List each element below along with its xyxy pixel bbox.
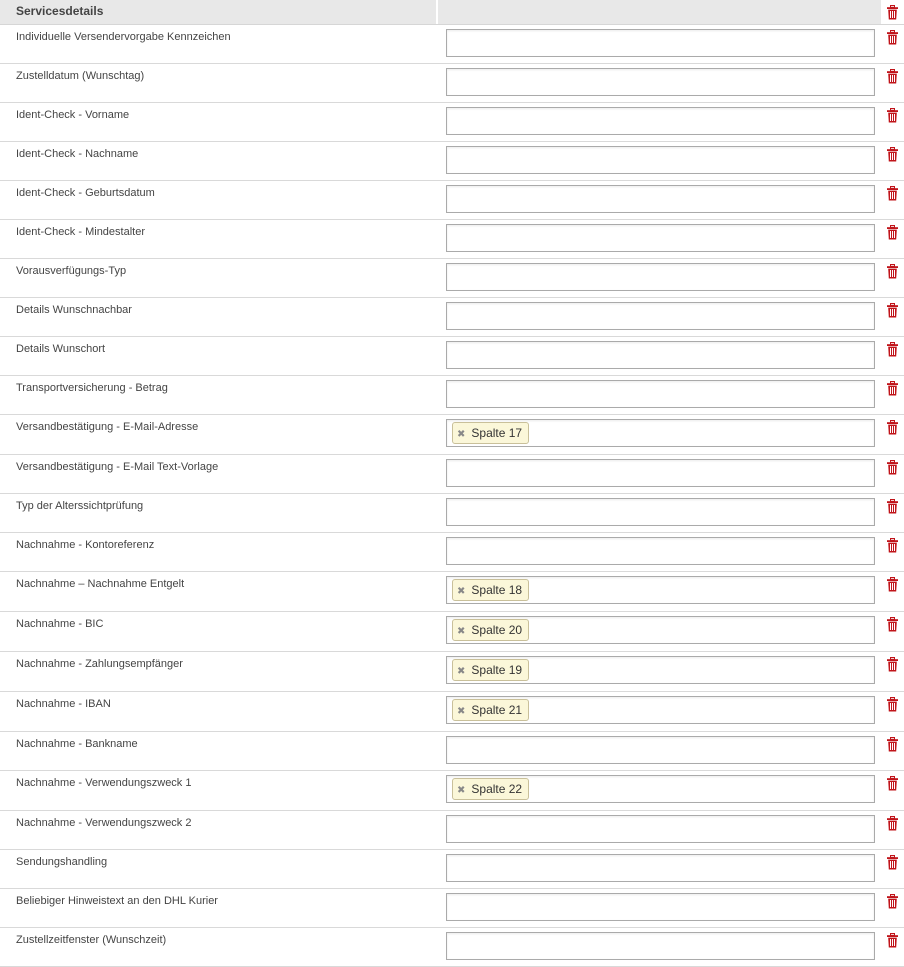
row-label: Nachnahme - Verwendungszweck 2 <box>16 817 192 829</box>
column-tag <box>452 659 529 681</box>
mapping-field-20[interactable] <box>446 775 875 803</box>
mapping-field-6[interactable] <box>446 224 875 252</box>
row-value-cell <box>439 103 881 141</box>
table-row <box>0 732 904 771</box>
table-row <box>0 415 904 455</box>
remove-tag-icon[interactable]: ✖ <box>457 666 466 677</box>
remove-tag-icon[interactable]: ✖ <box>457 429 466 440</box>
table-row <box>0 612 904 652</box>
row-delete-button[interactable] <box>881 103 904 141</box>
row-value-cell <box>439 64 881 102</box>
header-value-cell <box>438 0 881 24</box>
trash-icon <box>887 381 898 396</box>
table-row <box>0 811 904 850</box>
row-label: Ident-Check - Geburtsdatum <box>16 187 155 199</box>
trash-icon <box>887 342 898 357</box>
column-tag <box>452 699 529 721</box>
row-label: Vorausverfügungs-Typ <box>16 265 127 277</box>
mapping-field-22[interactable] <box>446 854 875 882</box>
row-delete-button[interactable] <box>881 142 904 180</box>
trash-icon <box>887 499 898 514</box>
row-label: Zustelldatum (Wunschtag) <box>16 70 145 82</box>
column-tag <box>452 422 529 444</box>
table-row <box>0 494 904 533</box>
row-value-cell <box>439 337 881 375</box>
trash-icon <box>887 108 898 123</box>
mapping-field-2[interactable] <box>446 68 875 96</box>
trash-icon <box>887 894 898 909</box>
mapping-field-24[interactable] <box>446 932 875 960</box>
row-label: Sendungshandling <box>16 856 108 868</box>
column-tag-label: Spalte 17 <box>471 426 523 440</box>
row-delete-button[interactable] <box>881 25 904 63</box>
trash-icon <box>887 264 898 279</box>
row-delete-button[interactable] <box>881 850 904 888</box>
row-delete-button[interactable] <box>881 415 904 454</box>
trash-icon <box>887 538 898 553</box>
row-delete-button[interactable] <box>881 181 904 219</box>
table-row <box>0 889 904 928</box>
table-row <box>0 220 904 259</box>
table-row <box>0 850 904 889</box>
table-row <box>0 298 904 337</box>
row-label: Nachnahme - Zahlungsempfänger <box>16 658 183 670</box>
mapping-field-13[interactable] <box>446 498 875 526</box>
row-value-cell <box>439 259 881 297</box>
trash-icon <box>887 147 898 162</box>
table-row <box>0 142 904 181</box>
row-value-cell <box>439 928 881 966</box>
row-delete-button[interactable] <box>881 220 904 258</box>
mapping-field-15[interactable] <box>446 576 875 604</box>
column-tag <box>452 579 529 601</box>
trash-icon <box>887 225 898 240</box>
mapping-field-8[interactable] <box>446 302 875 330</box>
column-tag-label: Spalte 18 <box>471 583 523 597</box>
row-delete-button[interactable] <box>881 337 904 375</box>
trash-icon <box>887 816 898 831</box>
row-delete-button[interactable] <box>881 572 904 611</box>
row-label: Nachnahme – Nachnahme Entgelt <box>16 578 185 590</box>
trash-icon <box>887 69 898 84</box>
table-row <box>0 572 904 612</box>
table-row <box>0 928 904 967</box>
row-value-cell <box>439 181 881 219</box>
row-label: Nachnahme - Kontoreferenz <box>16 539 155 551</box>
row-label: Versandbestätigung - E-Mail Text-Vorlage <box>16 461 219 473</box>
trash-icon <box>887 303 898 318</box>
column-tag-label: Spalte 20 <box>471 623 523 637</box>
trash-icon <box>887 617 898 632</box>
row-label: Nachnahme - Bankname <box>16 738 138 750</box>
row-delete-button[interactable] <box>881 811 904 849</box>
column-tag <box>452 778 529 800</box>
table-row <box>0 64 904 103</box>
row-label: Details Wunschnachbar <box>16 304 132 316</box>
table-row <box>0 25 904 64</box>
trash-icon <box>887 30 898 45</box>
mapping-field-18[interactable] <box>446 696 875 724</box>
row-value-cell <box>439 732 881 770</box>
trash-icon <box>887 577 898 592</box>
column-tag-label: Spalte 19 <box>471 663 523 677</box>
section-title: Servicesdetails <box>0 0 438 24</box>
row-value-cell <box>439 850 881 888</box>
row-delete-button[interactable] <box>881 298 904 336</box>
row-label: Transportversicherung - Betrag <box>16 382 168 394</box>
row-value-cell <box>439 811 881 849</box>
row-value-cell <box>439 572 881 611</box>
trash-icon <box>887 697 898 712</box>
trash-icon <box>887 737 898 752</box>
mapping-field-3[interactable] <box>446 107 875 135</box>
row-delete-button[interactable] <box>881 64 904 102</box>
table-row <box>0 652 904 692</box>
mapping-field-11[interactable] <box>446 419 875 447</box>
mapping-field-4[interactable] <box>446 146 875 174</box>
row-value-cell <box>439 533 881 571</box>
table-row <box>0 376 904 415</box>
row-label: Beliebiger Hinweistext an den DHL Kurier <box>16 895 218 907</box>
table-row <box>0 771 904 811</box>
trash-icon <box>887 776 898 791</box>
row-delete-button[interactable] <box>881 494 904 532</box>
trash-icon <box>887 460 898 475</box>
row-label: Details Wunschort <box>16 343 106 355</box>
row-delete-button[interactable] <box>881 889 904 927</box>
header-delete-button[interactable] <box>881 0 904 24</box>
mapping-field-10[interactable] <box>446 380 875 408</box>
table-row <box>0 103 904 142</box>
row-label: Typ der Alterssichtprüfung <box>16 500 144 512</box>
table-row <box>0 337 904 376</box>
row-value-cell <box>439 494 881 532</box>
row-value-cell <box>439 771 881 810</box>
mapping-field-21[interactable] <box>446 815 875 843</box>
row-label: Individuelle Versendervorgabe Kennzeichen <box>16 31 231 43</box>
remove-tag-icon[interactable]: ✖ <box>457 785 466 796</box>
row-value-cell <box>439 415 881 454</box>
row-value-cell <box>439 376 881 414</box>
mapping-field-19[interactable] <box>446 736 875 764</box>
mapping-field-14[interactable] <box>446 537 875 565</box>
mapping-field-16[interactable] <box>446 616 875 644</box>
trash-icon <box>887 933 898 948</box>
mapping-field-1[interactable] <box>446 29 875 57</box>
table-row <box>0 259 904 298</box>
remove-tag-icon[interactable]: ✖ <box>457 626 466 637</box>
row-delete-button[interactable] <box>881 652 904 691</box>
row-delete-button[interactable] <box>881 533 904 571</box>
row-delete-button[interactable] <box>881 376 904 414</box>
column-tag <box>452 619 529 641</box>
row-delete-button[interactable] <box>881 455 904 493</box>
table-row <box>0 692 904 732</box>
column-tag-label: Spalte 21 <box>471 703 523 717</box>
mapping-field-23[interactable] <box>446 893 875 921</box>
row-delete-button[interactable] <box>881 259 904 297</box>
table-row <box>0 181 904 220</box>
remove-tag-icon[interactable]: ✖ <box>457 706 466 717</box>
table-row <box>0 455 904 494</box>
table-header <box>0 0 904 25</box>
row-label: Ident-Check - Vorname <box>16 109 130 121</box>
row-value-cell <box>439 220 881 258</box>
row-label: Ident-Check - Mindestalter <box>16 226 145 238</box>
row-delete-button[interactable] <box>881 771 904 810</box>
row-label: Nachnahme - Verwendungszweck 1 <box>16 777 192 789</box>
mapping-field-17[interactable] <box>446 656 875 684</box>
mapping-field-7[interactable] <box>446 263 875 291</box>
row-value-cell <box>439 692 881 731</box>
column-tag-label: Spalte 22 <box>471 782 523 796</box>
row-value-cell <box>439 25 881 63</box>
remove-tag-icon[interactable]: ✖ <box>457 586 466 597</box>
trash-icon <box>887 420 898 435</box>
trash-icon <box>887 186 898 201</box>
row-label: Nachnahme - BIC <box>16 618 104 630</box>
row-label: Zustellzeitfenster (Wunschzeit) <box>16 934 167 946</box>
table-row <box>0 533 904 572</box>
mapping-field-9[interactable] <box>446 341 875 369</box>
row-value-cell <box>439 612 881 651</box>
mapping-field-12[interactable] <box>446 459 875 487</box>
row-value-cell <box>439 889 881 927</box>
row-label: Ident-Check - Nachname <box>16 148 139 160</box>
row-delete-button[interactable] <box>881 612 904 651</box>
row-value-cell <box>439 652 881 691</box>
trash-icon <box>887 855 898 870</box>
row-label: Nachnahme - IBAN <box>16 698 111 710</box>
row-value-cell <box>439 455 881 493</box>
row-value-cell <box>439 298 881 336</box>
row-value-cell <box>439 142 881 180</box>
row-delete-button[interactable] <box>881 928 904 966</box>
mapping-field-5[interactable] <box>446 185 875 213</box>
trash-icon <box>887 5 898 20</box>
row-label: Versandbestätigung - E-Mail-Adresse <box>16 421 199 433</box>
row-delete-button[interactable] <box>881 692 904 731</box>
row-delete-button[interactable] <box>881 732 904 770</box>
trash-icon <box>887 657 898 672</box>
